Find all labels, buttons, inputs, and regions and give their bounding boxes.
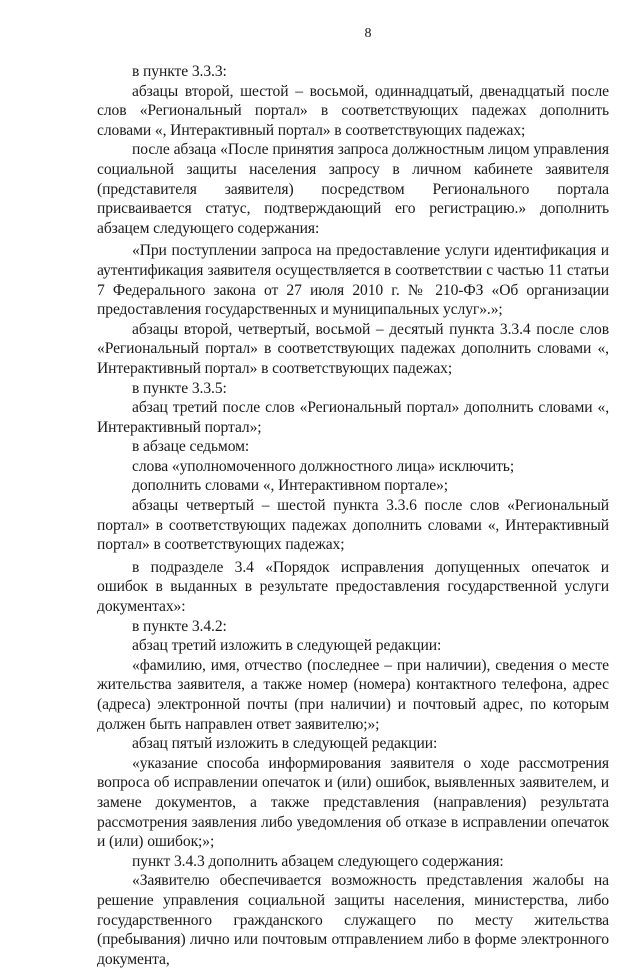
paragraph: «фамилию, имя, отчество (последнее – при наличии), сведения о месте жительства заявителя, а также номер (номера) контактного телефона, адрес (адреса) электронной почты (при наличии) и почтовый адрес, по которым должен быть направлен ответ заявителю;»;	[97, 656, 609, 733]
paragraph: пункт 3.4.3 дополнить абзацем следующего содержания:	[132, 852, 504, 870]
paragraph: в пункте 3.4.2:	[132, 617, 227, 635]
document-body	[97, 62, 609, 969]
paragraph: в абзаце седьмом:	[132, 438, 250, 456]
paragraph: после абзаца «После принятия запроса должностным лицом управления социальной защиты населения запросу в личном кабинете заявителя (представителя заявителя) посредством Регионального портала присваивается статус, подтверждающий его регистрацию.» дополнить абзацем следующего содержания:	[97, 141, 609, 237]
paragraph: в пункте 3.3.3:	[132, 63, 227, 80]
paragraph: абзацы второй, шестой – восьмой, одиннадцатый, двенадцатый после слов «Региональный портал» в соответствующих падежах дополнить словами «, Интерактивный портал» в соответствующих падежах;	[97, 82, 609, 139]
paragraph: абзац третий изложить в следующей редакции:	[132, 637, 442, 655]
paragraph: «Заявителю обеспечивается возможность представления жалобы на решение управления социальной защиты населения, министерства, либо государственного гражданского служащего по месту жительства (пребывания) лично или почтовым отправлением либо в форме электронного документа,	[97, 872, 609, 968]
paragraph: слова «уполномоченного должностного лица» исключить;	[132, 457, 515, 475]
paragraph: в пункте 3.3.5:	[132, 379, 227, 397]
paragraph: «При поступлении запроса на предоставление услуги идентификация и аутентификация заявителя осуществляется в соответствии с частью 11 статьи 7 Федерального закона от 27 июля 2010 г. № 210-ФЗ «Об организации предоставления государственных и муниципальных услуг».»;	[97, 242, 609, 319]
paragraph: абзац пятый изложить в следующей редакции:	[132, 735, 438, 753]
paragraph: абзац третий после слов «Региональный портал» дополнить словами «, Интерактивный портал»;	[97, 399, 609, 436]
page-number: 8	[364, 26, 372, 41]
paragraph: «указание способа информирования заявителя о ходе рассмотрения вопроса об исправлении опечаток и (или) ошибок, выявленных заявителем, и замене документов, а также представления (направления) результата рассмотрения заявления либо уведомления об отказе в исправлении опечаток и (или) ошибок;»;	[97, 754, 609, 851]
paragraph: абзацы второй, четвертый, восьмой – десятый пункта 3.3.4 после слов «Региональный портал» в соответствующих падежах дополнить словами «, Интерактивный портал» в соответствующих падежах;	[97, 320, 609, 377]
paragraph: дополнить словами «, Интерактивном портале»;	[132, 477, 449, 495]
paragraph: в подразделе 3.4 «Порядок исправления допущенных опечаток и ошибок в выданных в результате предоставления государственной услуги документах»:	[97, 558, 609, 616]
paragraph: абзацы четвертый – шестой пункта 3.3.6 после слов «Региональный портал» в соответствующих падежах дополнить словами «, Интерактивный портал» в соответствующих падежах;	[97, 497, 609, 554]
